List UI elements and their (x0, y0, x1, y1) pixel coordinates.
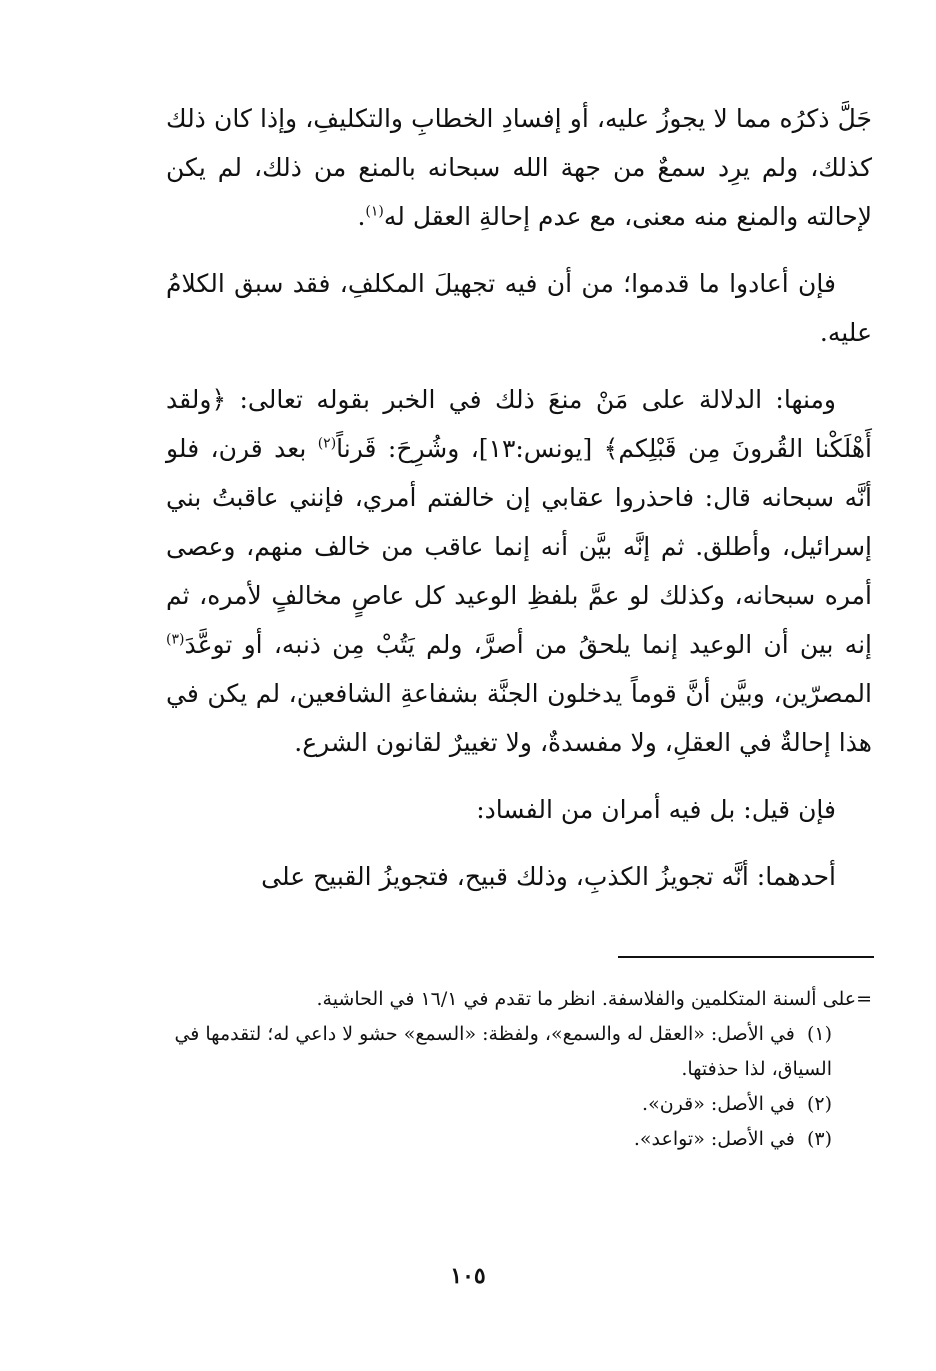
paragraph (166, 259, 872, 357)
text-segment: أحدهما: أنَّه تجويزُ الكذبِ، وذلك قبيح، فتجويزُ القبيح على (261, 862, 836, 891)
text-segment: جَلَّ ذكرُه مما لا يجوزُ عليه، أو إفسادِ الخطابِ والتكليفِ، وإذا كان ذلك كذلك، ولم يرِد سمعٌ من جهة الله سبحانه بالمنع من ذلك، لم يكن لإحالته والمنع منه معنى، مع عدم إحالةِ العقل له (166, 104, 872, 231)
footnote-continuation: =على ألسنة المتكلمين والفلاسفة. انظر ما تقدم في ١٦/١ في الحاشية. (316, 988, 872, 1010)
text-segment: ومنها: الدلالة على مَنْ منعَ ذلك في الخبر بقوله تعالى: ﴿ولقد أَهْلَكْنا القُرونَ مِن قَبْلِكم﴾ [يونس:١٣]، وشُرِحَ: قَرناً (166, 385, 872, 463)
text-segment: . (357, 202, 366, 231)
paragraph (166, 375, 872, 767)
text-segment: بعد قرن، فلو أنَّه سبحانه قال: فاحذروا عقابي إن خالفتم أمري، فإنني عاقبتُ بني إسرائيل، وأطلق. ثم إنَّه بيَّن أنه إنما عاقب من خالف منهم، وعصى أمره سبحانه، وكذلك لو عمَّ بلفظِ الوعيد كل عاصٍ مخالفٍ لأمره، ثم إنه بين أن الوعيد إنما يلحقُ من أصرَّ، ولم يَتُبْ مِن ذنبه، أو توعَّدَ (166, 434, 872, 659)
footnotes (166, 982, 872, 1157)
text-segment: فإن قيل: بل فيه أمران من الفساد: (476, 795, 836, 824)
footnote-marker: (٢) (317, 435, 337, 452)
footnote-text: في الأصل: «تواعد». (633, 1128, 795, 1150)
footnote-text: في الأصل: «قرن». (642, 1093, 795, 1115)
main-text (166, 94, 872, 919)
paragraph (166, 785, 872, 834)
paragraph (166, 94, 872, 241)
footnote-3 (166, 1122, 872, 1157)
paragraph (166, 852, 872, 901)
text-segment: المصرّين، وبيَّن أنَّ قوماً يدخلون الجنَّة بشفاعةِ الشافعين، لم يكن في هذا إحالةٌ في العقلِ، ولا مفسدةٌ، ولا تغييرٌ لقانون الشرع. (166, 679, 872, 757)
text-segment: فإن أعادوا ما قدموا؛ من أن فيه تجهيلَ المكلفِ، فقد سبق الكلامُ عليه. (166, 269, 872, 347)
footnote-number: (٣) (806, 1128, 832, 1150)
footnote-1 (166, 1017, 872, 1087)
footnote-text: في الأصل: «العقل له والسمع»، ولفظة: «السمع» حشو لا داعي له؛ لتقدمها في السياق، لذا حذفتها. (174, 1023, 832, 1080)
footnote-number: (١) (806, 1023, 832, 1045)
page-number: ١٠٥ (450, 1263, 486, 1289)
footnote-marker: (٣) (166, 631, 185, 648)
footnote-separator (618, 956, 874, 958)
footnote-2 (166, 1087, 872, 1122)
footnote-number: (٢) (806, 1093, 832, 1115)
footnote-marker: (١) (365, 203, 384, 220)
